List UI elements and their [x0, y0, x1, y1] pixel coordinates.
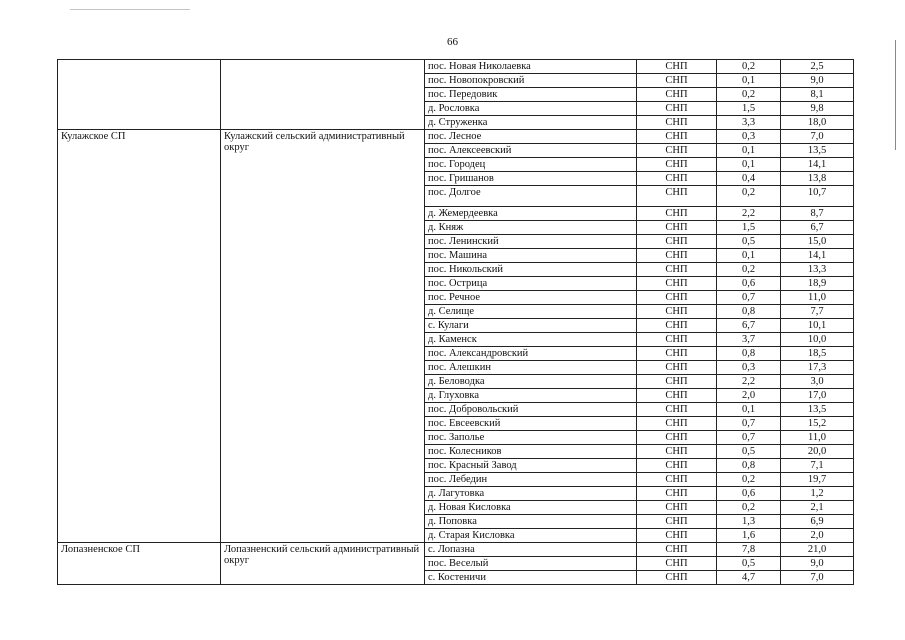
cell-locality-type: СНП	[637, 249, 717, 263]
cell-value-2: 2,1	[781, 501, 854, 515]
cell-value-1: 0,7	[717, 291, 781, 305]
cell-value-1: 1,3	[717, 515, 781, 529]
cell-value-1: 0,1	[717, 249, 781, 263]
cell-value-2: 8,7	[781, 207, 854, 221]
cell-value-2: 9,0	[781, 557, 854, 571]
cell-locality-type: СНП	[637, 144, 717, 158]
cell-locality-name: пос. Веселый	[425, 557, 637, 571]
table-row	[58, 543, 854, 557]
cell-value-1: 1,5	[717, 102, 781, 116]
cell-locality-name: д. Новая Кисловка	[425, 501, 637, 515]
cell-locality-type: СНП	[637, 130, 717, 144]
cell-locality-name: пос. Заполье	[425, 431, 637, 445]
cell-value-2: 20,0	[781, 445, 854, 459]
cell-locality-type: СНП	[637, 74, 717, 88]
cell-value-1: 0,1	[717, 74, 781, 88]
cell-locality-name: с. Лопазна	[425, 543, 637, 557]
cell-locality-type: СНП	[637, 88, 717, 102]
cell-value-2: 2,0	[781, 529, 854, 543]
cell-locality-name: пос. Гришанов	[425, 172, 637, 186]
cell-locality-name: д. Глуховка	[425, 389, 637, 403]
cell-value-1: 4,7	[717, 571, 781, 585]
cell-value-1: 0,3	[717, 130, 781, 144]
cell-locality-name: пос. Алексеевский	[425, 144, 637, 158]
cell-settlement-council	[58, 60, 221, 130]
cell-locality-name: д. Беловодка	[425, 375, 637, 389]
table-row	[58, 60, 854, 74]
cell-value-2: 17,3	[781, 361, 854, 375]
cell-value-2: 19,7	[781, 473, 854, 487]
cell-locality-name: пос. Евсеевский	[425, 417, 637, 431]
cell-locality-type: СНП	[637, 291, 717, 305]
cell-locality-type: СНП	[637, 473, 717, 487]
cell-locality-type: СНП	[637, 501, 717, 515]
cell-value-1: 2,0	[717, 389, 781, 403]
cell-locality-type: СНП	[637, 445, 717, 459]
cell-locality-type: СНП	[637, 347, 717, 361]
cell-locality-name: пос. Передовик	[425, 88, 637, 102]
cell-value-2: 7,0	[781, 571, 854, 585]
cell-value-2: 1,2	[781, 487, 854, 501]
cell-value-2: 17,0	[781, 389, 854, 403]
cell-value-2: 21,0	[781, 543, 854, 557]
cell-locality-type: СНП	[637, 487, 717, 501]
cell-value-2: 6,9	[781, 515, 854, 529]
cell-locality-type: СНП	[637, 571, 717, 585]
cell-locality-type: СНП	[637, 158, 717, 172]
cell-value-2: 18,0	[781, 116, 854, 130]
cell-locality-name: пос. Никольский	[425, 263, 637, 277]
cell-locality-type: СНП	[637, 60, 717, 74]
cell-value-2: 3,0	[781, 375, 854, 389]
cell-value-1: 3,7	[717, 333, 781, 347]
cell-locality-type: СНП	[637, 277, 717, 291]
cell-value-1: 0,4	[717, 172, 781, 186]
cell-locality-name: пос. Ленинский	[425, 235, 637, 249]
cell-locality-type: СНП	[637, 172, 717, 186]
cell-administrative-district: Кулажский сельский административный округ	[221, 130, 425, 543]
cell-value-1: 0,7	[717, 431, 781, 445]
cell-value-2: 9,8	[781, 102, 854, 116]
cell-value-1: 0,2	[717, 473, 781, 487]
cell-locality-name: д. Княж	[425, 221, 637, 235]
cell-locality-name: д. Рословка	[425, 102, 637, 116]
cell-value-2: 8,1	[781, 88, 854, 102]
cell-locality-name: с. Костеничи	[425, 571, 637, 585]
cell-value-1: 7,8	[717, 543, 781, 557]
cell-value-1: 0,1	[717, 403, 781, 417]
cell-value-1: 1,5	[717, 221, 781, 235]
cell-value-2: 10,7	[781, 186, 854, 207]
cell-value-2: 13,5	[781, 403, 854, 417]
cell-locality-name: д. Струженка	[425, 116, 637, 130]
cell-locality-type: СНП	[637, 102, 717, 116]
cell-locality-type: СНП	[637, 417, 717, 431]
cell-locality-name: пос. Добровольский	[425, 403, 637, 417]
cell-locality-type: СНП	[637, 529, 717, 543]
cell-value-2: 13,3	[781, 263, 854, 277]
cell-locality-type: СНП	[637, 235, 717, 249]
cell-locality-name: пос. Колесников	[425, 445, 637, 459]
cell-value-1: 0,8	[717, 305, 781, 319]
cell-locality-name: пос. Машина	[425, 249, 637, 263]
cell-value-1: 0,6	[717, 277, 781, 291]
cell-locality-name: пос. Новая Николаевка	[425, 60, 637, 74]
cell-locality-name: пос. Новопокровский	[425, 74, 637, 88]
cell-locality-name: пос. Городец	[425, 158, 637, 172]
cell-value-2: 10,0	[781, 333, 854, 347]
cell-locality-type: СНП	[637, 375, 717, 389]
cell-value-1: 0,8	[717, 459, 781, 473]
cell-value-2: 7,0	[781, 130, 854, 144]
cell-locality-type: СНП	[637, 333, 717, 347]
cell-value-1: 0,1	[717, 158, 781, 172]
cell-settlement-council: Лопазненское СП	[58, 543, 221, 585]
cell-locality-type: СНП	[637, 186, 717, 207]
cell-locality-name: пос. Речное	[425, 291, 637, 305]
cell-locality-name: пос. Красный Завод	[425, 459, 637, 473]
cell-locality-name: пос. Долгое	[425, 186, 637, 207]
cell-value-2: 18,5	[781, 347, 854, 361]
cell-value-2: 14,1	[781, 249, 854, 263]
cell-value-2: 14,1	[781, 158, 854, 172]
cell-locality-type: СНП	[637, 116, 717, 130]
cell-value-2: 7,1	[781, 459, 854, 473]
cell-value-1: 0,3	[717, 361, 781, 375]
cell-value-2: 11,0	[781, 291, 854, 305]
cell-locality-type: СНП	[637, 207, 717, 221]
cell-value-2: 13,8	[781, 172, 854, 186]
cell-value-1: 2,2	[717, 375, 781, 389]
cell-value-1: 0,2	[717, 88, 781, 102]
cell-value-2: 9,0	[781, 74, 854, 88]
cell-value-1: 0,2	[717, 60, 781, 74]
cell-value-2: 11,0	[781, 431, 854, 445]
cell-value-2: 13,5	[781, 144, 854, 158]
cell-locality-name: пос. Лебедин	[425, 473, 637, 487]
cell-value-1: 0,5	[717, 235, 781, 249]
cell-locality-type: СНП	[637, 543, 717, 557]
cell-value-2: 6,7	[781, 221, 854, 235]
cell-locality-type: СНП	[637, 389, 717, 403]
cell-locality-name: д. Каменск	[425, 333, 637, 347]
cell-value-1: 0,5	[717, 445, 781, 459]
cell-value-2: 18,9	[781, 277, 854, 291]
scan-artifact-right	[895, 40, 896, 150]
cell-value-1: 6,7	[717, 319, 781, 333]
cell-value-1: 0,2	[717, 263, 781, 277]
cell-value-1: 2,2	[717, 207, 781, 221]
cell-locality-type: СНП	[637, 263, 717, 277]
cell-locality-name: пос. Острица	[425, 277, 637, 291]
cell-value-1: 0,5	[717, 557, 781, 571]
cell-value-2: 2,5	[781, 60, 854, 74]
cell-locality-name: д. Селище	[425, 305, 637, 319]
settlements-table	[57, 59, 854, 585]
cell-value-2: 7,7	[781, 305, 854, 319]
cell-locality-type: СНП	[637, 515, 717, 529]
page-number: 66	[447, 36, 458, 48]
cell-locality-type: СНП	[637, 361, 717, 375]
cell-value-1: 3,3	[717, 116, 781, 130]
cell-locality-name: пос. Алешкин	[425, 361, 637, 375]
cell-value-1: 0,2	[717, 186, 781, 207]
cell-value-1: 1,6	[717, 529, 781, 543]
cell-value-2: 10,1	[781, 319, 854, 333]
cell-value-2: 15,0	[781, 235, 854, 249]
table-row	[58, 130, 854, 144]
cell-locality-type: СНП	[637, 221, 717, 235]
cell-value-1: 0,2	[717, 501, 781, 515]
cell-locality-name: пос. Александровский	[425, 347, 637, 361]
cell-value-1: 0,7	[717, 417, 781, 431]
cell-locality-name: пос. Лесное	[425, 130, 637, 144]
cell-locality-name: д. Поповка	[425, 515, 637, 529]
cell-locality-name: д. Лагутовка	[425, 487, 637, 501]
cell-locality-type: СНП	[637, 403, 717, 417]
cell-value-1: 0,1	[717, 144, 781, 158]
cell-locality-type: СНП	[637, 305, 717, 319]
cell-locality-name: д. Жемердеевка	[425, 207, 637, 221]
cell-administrative-district: Лопазненский сельский административный округ	[221, 543, 425, 585]
cell-settlement-council: Кулажское СП	[58, 130, 221, 543]
cell-locality-name: д. Старая Кисловка	[425, 529, 637, 543]
cell-locality-name: с. Кулаги	[425, 319, 637, 333]
cell-locality-type: СНП	[637, 557, 717, 571]
cell-locality-type: СНП	[637, 319, 717, 333]
cell-value-1: 0,8	[717, 347, 781, 361]
cell-value-1: 0,6	[717, 487, 781, 501]
scan-artifact-top	[70, 9, 190, 10]
cell-locality-type: СНП	[637, 431, 717, 445]
cell-administrative-district	[221, 60, 425, 130]
cell-locality-type: СНП	[637, 459, 717, 473]
cell-value-2: 15,2	[781, 417, 854, 431]
